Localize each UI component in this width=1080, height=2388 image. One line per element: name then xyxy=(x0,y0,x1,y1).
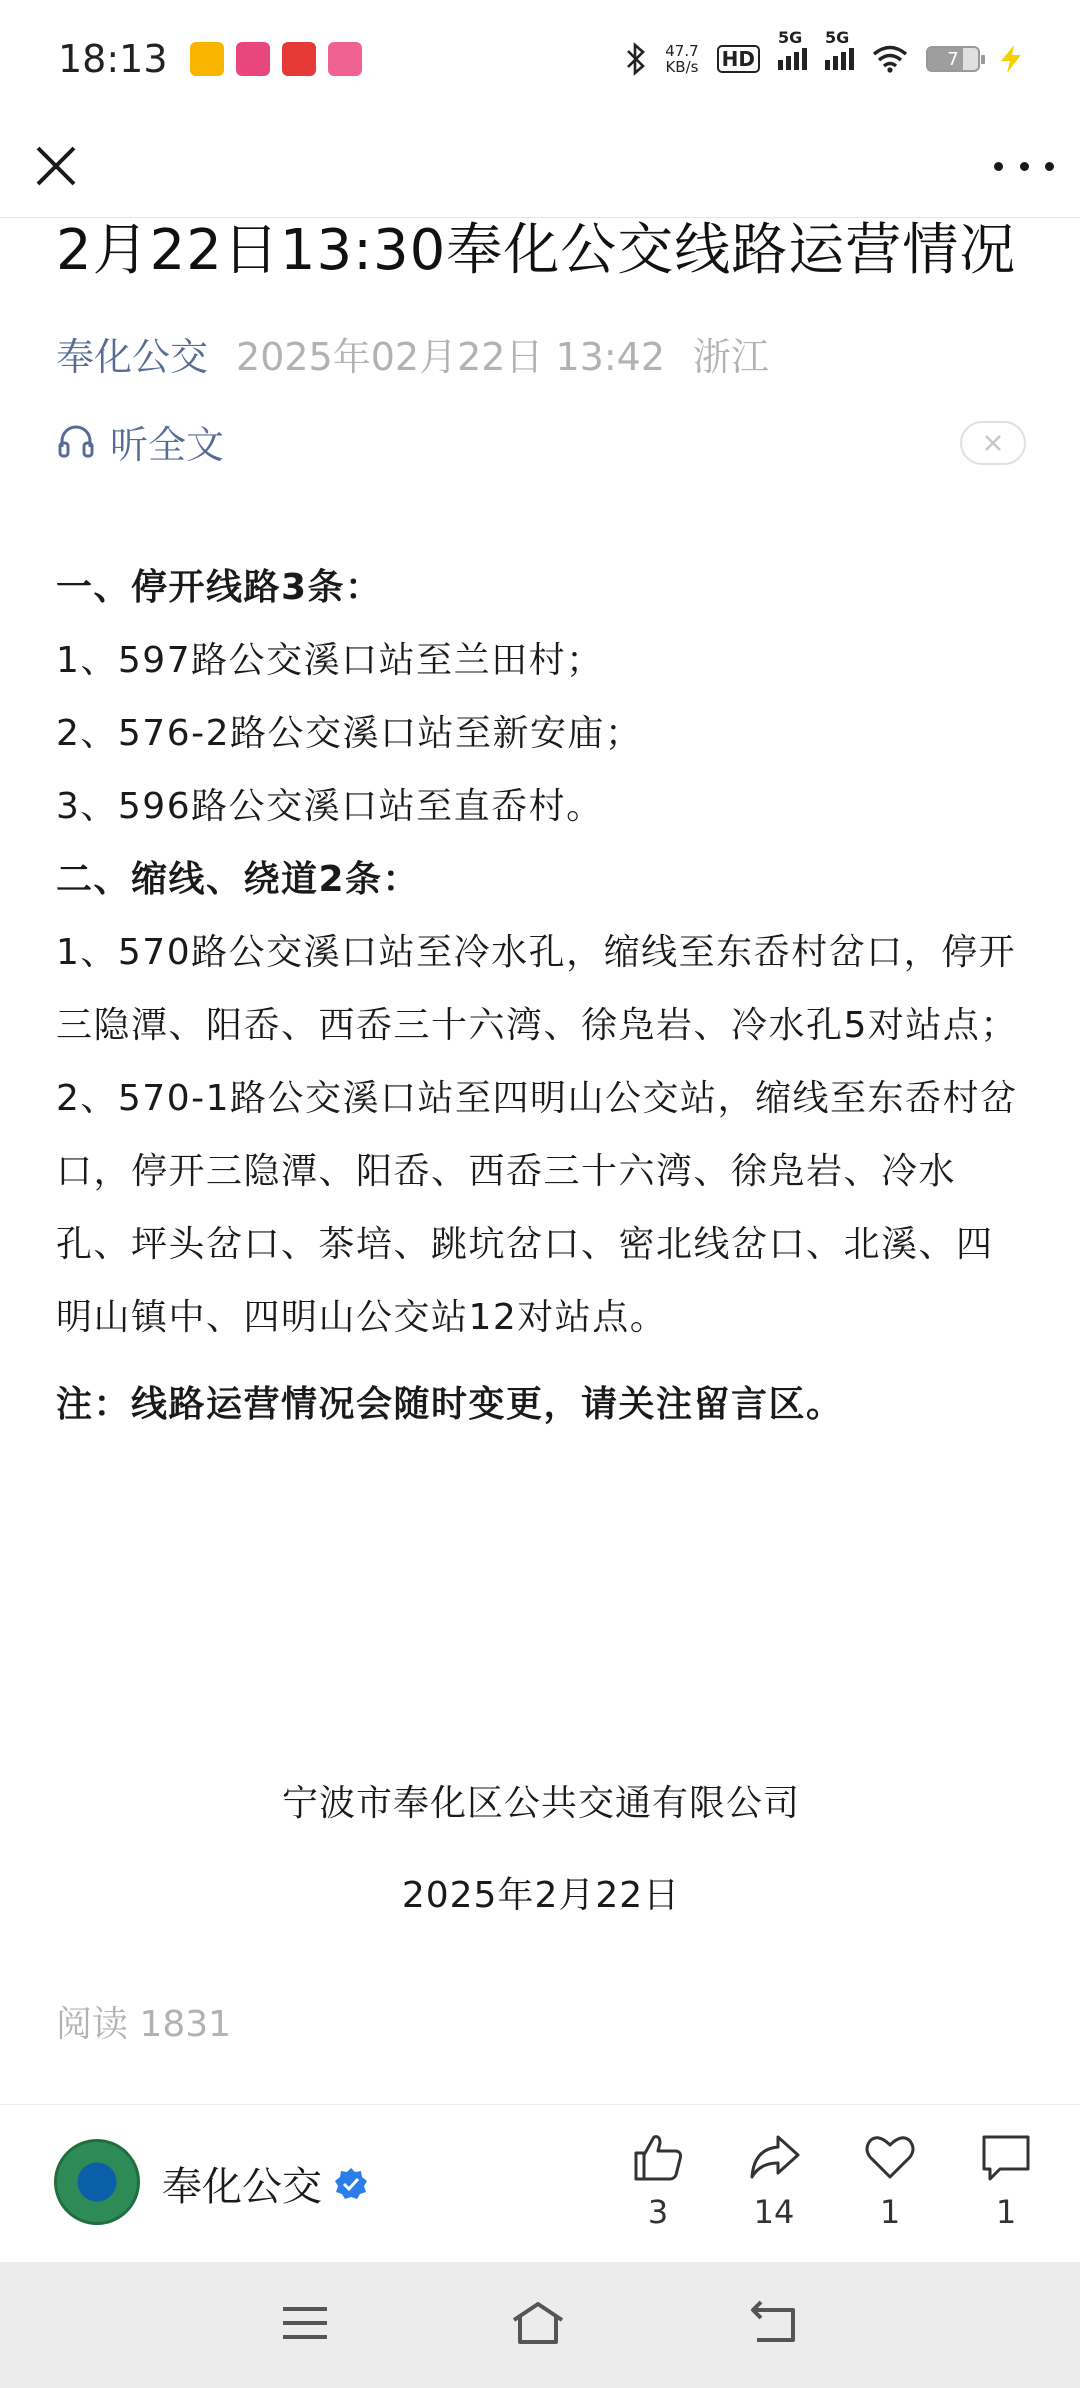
battery-icon: 7 xyxy=(926,46,980,72)
signature-company: 宁波市奉化区公共交通有限公司 xyxy=(281,1783,800,1824)
nav-back-button[interactable] xyxy=(747,2300,799,2350)
article-paragraph: 二、缩线、绕道2条： xyxy=(56,859,421,900)
article-paragraph: 2、570-1路公交溪口站至四明山公交站，缩线至东岙村岔口，停开三隐潭、阳岙、西岙三十六湾、徐凫岩、冷水孔、坪头岔口、茶培、跳坑岔口、密北线岔口、北溪、四明山镇中、四明山公交站12对站点。 xyxy=(56,1078,1018,1338)
share-arrow-icon xyxy=(746,2129,802,2185)
listen-label: 听全文 xyxy=(110,422,225,467)
article-paragraph: 3、596路公交溪口站至直岙村。 xyxy=(56,786,604,827)
comment-button[interactable] xyxy=(972,2129,1040,2231)
article-paragraph: 一、停开线路3条： xyxy=(56,567,383,608)
favorite-button[interactable] xyxy=(856,2129,924,2231)
nav-home-button[interactable] xyxy=(510,2300,566,2350)
app-notification-icon xyxy=(328,42,362,76)
article-paragraph: 1、570路公交溪口站至冷水孔，缩线至东岙村岔口，停开三隐潭、阳岙、西岙三十六湾、徐凫岩、冷水孔5对站点； xyxy=(56,932,1018,1046)
article-signature xyxy=(56,1758,1026,1942)
verified-badge-icon xyxy=(334,2167,368,2201)
article-location: 浙江 xyxy=(693,335,770,379)
more-dot-icon xyxy=(1020,162,1029,171)
charging-icon xyxy=(998,44,1024,74)
heart-icon xyxy=(862,2129,918,2185)
listen-row xyxy=(56,411,1026,471)
status-time: 18:13 xyxy=(58,37,168,81)
article-note: 注：线路运营情况会随时变更，请关注留言区。 xyxy=(56,1384,844,1425)
home-icon xyxy=(510,2300,566,2346)
wifi-icon xyxy=(872,45,908,73)
share-button[interactable] xyxy=(740,2129,808,2231)
article-paragraph: 1、597路公交溪口站至兰田村； xyxy=(56,640,604,681)
article-title: 2月22日13:30奉化公交线路运营情况 xyxy=(56,218,1017,283)
close-icon xyxy=(982,432,1004,454)
article-author-link[interactable]: 奉化公交 xyxy=(56,335,209,379)
article-date: 2025年02月22日 13:42 xyxy=(236,335,666,379)
author-avatar[interactable] xyxy=(54,2139,140,2225)
thumbs-up-icon xyxy=(630,2129,686,2185)
listen-full-text-button[interactable] xyxy=(56,414,224,469)
action-buttons xyxy=(624,2129,1040,2231)
article-meta xyxy=(56,326,1026,381)
more-dot-icon xyxy=(994,162,1003,171)
app-notification-icon xyxy=(236,42,270,76)
share-count: 14 xyxy=(753,2193,795,2231)
headphones-icon xyxy=(56,421,96,461)
close-icon xyxy=(30,140,82,192)
status-app-icons xyxy=(190,42,362,76)
system-nav-bar xyxy=(0,2262,1080,2388)
like-count: 3 xyxy=(647,2193,669,2231)
network-speed: 47.7 KB/s xyxy=(665,42,699,76)
signature-date: 2025年2月22日 xyxy=(401,1875,681,1916)
app-notification-icon xyxy=(282,42,316,76)
author-profile-link[interactable] xyxy=(162,2155,368,2212)
hd-voice-icon: HD xyxy=(717,45,760,73)
comment-count: 1 xyxy=(995,2193,1017,2231)
close-button[interactable] xyxy=(30,140,82,192)
sim2-signal-icon: 5G xyxy=(825,48,854,70)
status-indicators xyxy=(625,28,1024,76)
author-name: 奉化公交 xyxy=(162,2164,322,2210)
article xyxy=(56,200,1026,1441)
app-notification-icon xyxy=(190,42,224,76)
nav-menu-button[interactable] xyxy=(281,2303,329,2347)
more-dot-icon xyxy=(1045,162,1054,171)
back-icon xyxy=(747,2300,799,2346)
menu-icon xyxy=(281,2303,329,2343)
article-body xyxy=(56,551,1026,1441)
read-count: 阅读 1831 xyxy=(56,2004,232,2045)
bottom-action-bar xyxy=(0,2104,1080,2262)
dismiss-listen-button[interactable] xyxy=(960,421,1026,465)
favorite-count: 1 xyxy=(879,2193,901,2231)
status-bar xyxy=(0,0,1080,118)
like-button[interactable] xyxy=(624,2129,692,2231)
comment-bubble-icon xyxy=(978,2129,1034,2185)
bluetooth-icon xyxy=(625,42,647,76)
more-options-button[interactable] xyxy=(994,146,1054,186)
sim1-signal-icon: 5G xyxy=(778,48,807,70)
article-paragraph: 2、576-2路公交溪口站至新安庙； xyxy=(56,713,643,754)
